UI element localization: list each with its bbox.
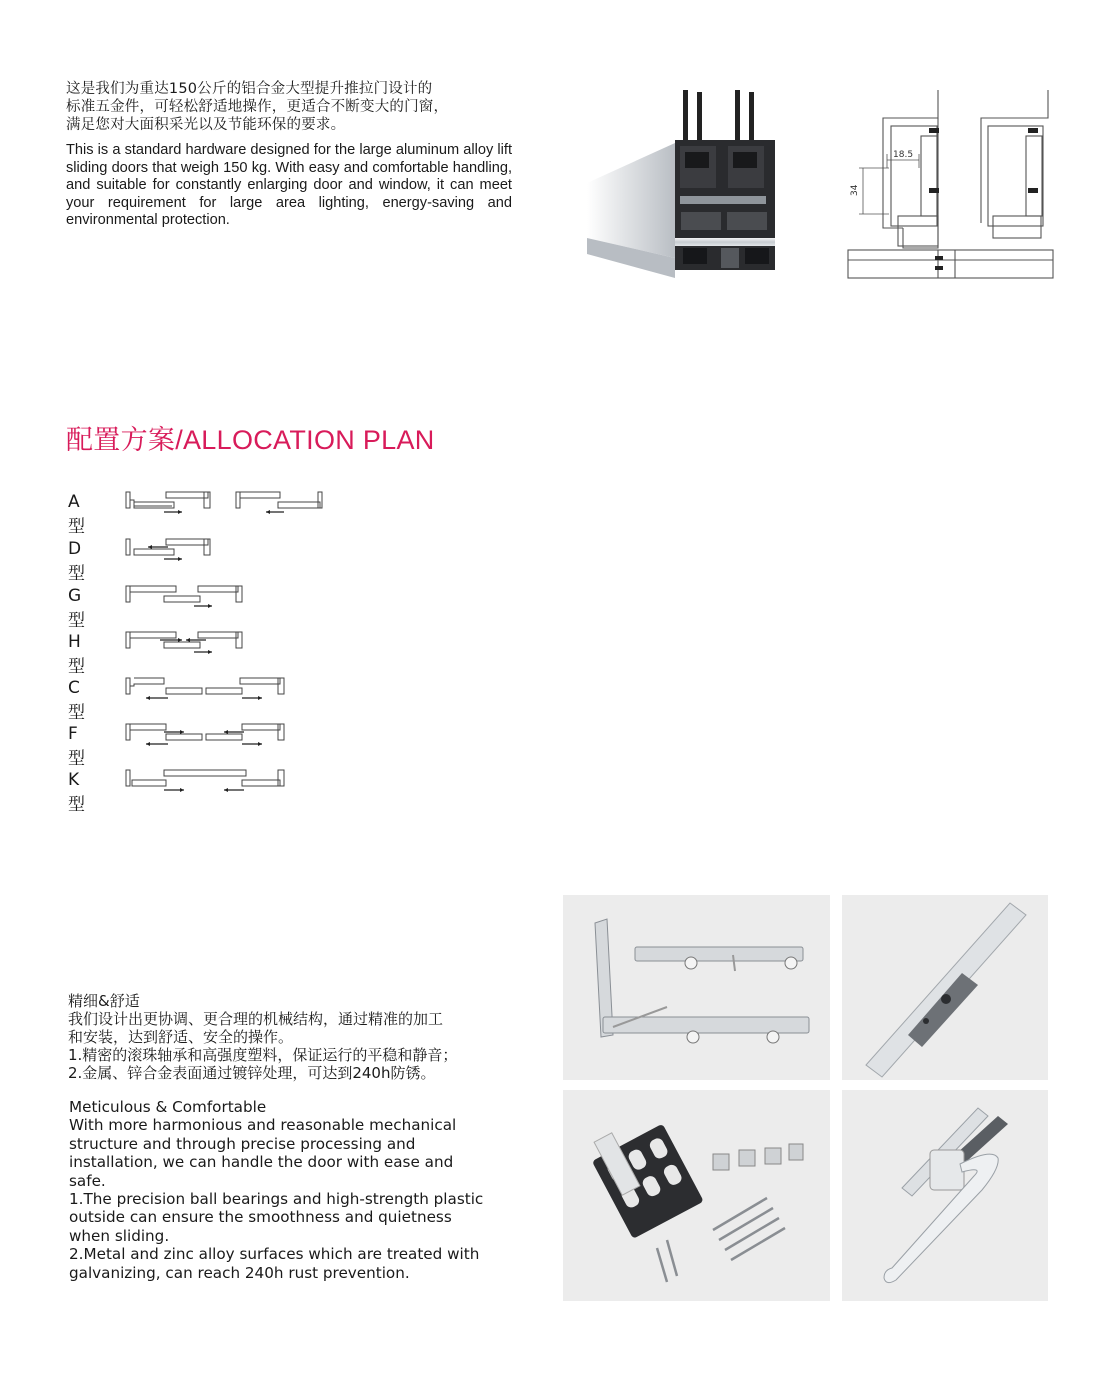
dimension-width-label: 18.5	[893, 150, 914, 160]
features-cn-title: 精细&舒适	[68, 992, 140, 1010]
type-label: D型	[68, 539, 85, 584]
intro-cn-line: 标准五金件，可轻松舒适地操作，更适合不断变大的门窗，	[66, 99, 449, 115]
photo-lock-gear	[842, 895, 1048, 1080]
type-g-diagram	[124, 584, 254, 608]
type-label: G型	[68, 586, 85, 631]
type-label: F型	[68, 724, 85, 769]
type-d-diagram	[124, 537, 224, 561]
profile-cross-section-drawing	[843, 88, 1063, 288]
features-en-line: 2.Metal and zinc alloy surfaces which are treated with	[69, 1245, 480, 1264]
features-cn-line: 我们设计出更协调、更合理的机械结构，通过精准的加工	[68, 1010, 444, 1028]
dimension-height-label: 34	[850, 184, 860, 196]
features-en-line: outside can ensure the smoothness and quietness	[69, 1208, 452, 1227]
features-en-line: structure and through precise processing and	[69, 1134, 416, 1153]
photo-accessories-kit	[563, 1090, 830, 1301]
intro-cn-line: 满足您对大面积采光以及节能环保的要求。	[66, 117, 346, 133]
type-k-diagram	[124, 768, 294, 792]
type-label: H型	[68, 632, 85, 677]
features-en-line: galvanizing, can reach 240h rust prevention.	[69, 1263, 410, 1282]
features-cn-line: 2.金属、锌合金表面通过镀锌处理，可达到240h防锈。	[68, 1064, 436, 1082]
intro-english-text: This is a standard hardware designed for the large aluminum alloy lift sliding doors that weigh 150 kg. With easy and comfortable handling, and suitable for constantly enlarging door and window, it can meet your requirement for large area lighting, energy-saving and environmental protection.	[66, 142, 512, 229]
type-a-diagram	[124, 490, 334, 514]
features-cn-line: 和安装，达到舒适、安全的操作。	[68, 1028, 294, 1046]
features-en-line: safe.	[69, 1171, 106, 1190]
features-en-title: Meticulous & Comfortable	[69, 1098, 267, 1116]
intro-cn-line: 这是我们为重达150公斤的铝合金大型提升推拉门设计的	[66, 81, 433, 97]
type-label: C型	[68, 678, 85, 723]
features-en-line: With more harmonious and reasonable mechanical	[69, 1116, 457, 1135]
type-label: K型	[68, 770, 85, 815]
type-f-diagram	[124, 722, 294, 746]
photo-door-handle	[842, 1090, 1048, 1301]
type-label: A型	[68, 492, 85, 537]
features-english-text	[69, 1098, 519, 1282]
intro-chinese-text	[66, 80, 516, 134]
features-cn-line: 1.精密的滚珠轴承和高强度塑料，保证运行的平稳和静音；	[68, 1046, 458, 1064]
type-h-diagram	[124, 630, 254, 654]
profile-3d-render	[585, 88, 785, 288]
type-c-diagram	[124, 676, 294, 700]
allocation-plan-title: 配置方案/ALLOCATION PLAN	[66, 425, 435, 455]
features-en-line: 1.The precision ball bearings and high-strength plastic	[69, 1190, 484, 1209]
photo-roller-carriage	[563, 895, 830, 1080]
features-en-line: installation, we can handle the door with ease and	[69, 1153, 454, 1172]
features-chinese-text	[68, 992, 518, 1082]
features-en-line: when sliding.	[69, 1226, 170, 1245]
